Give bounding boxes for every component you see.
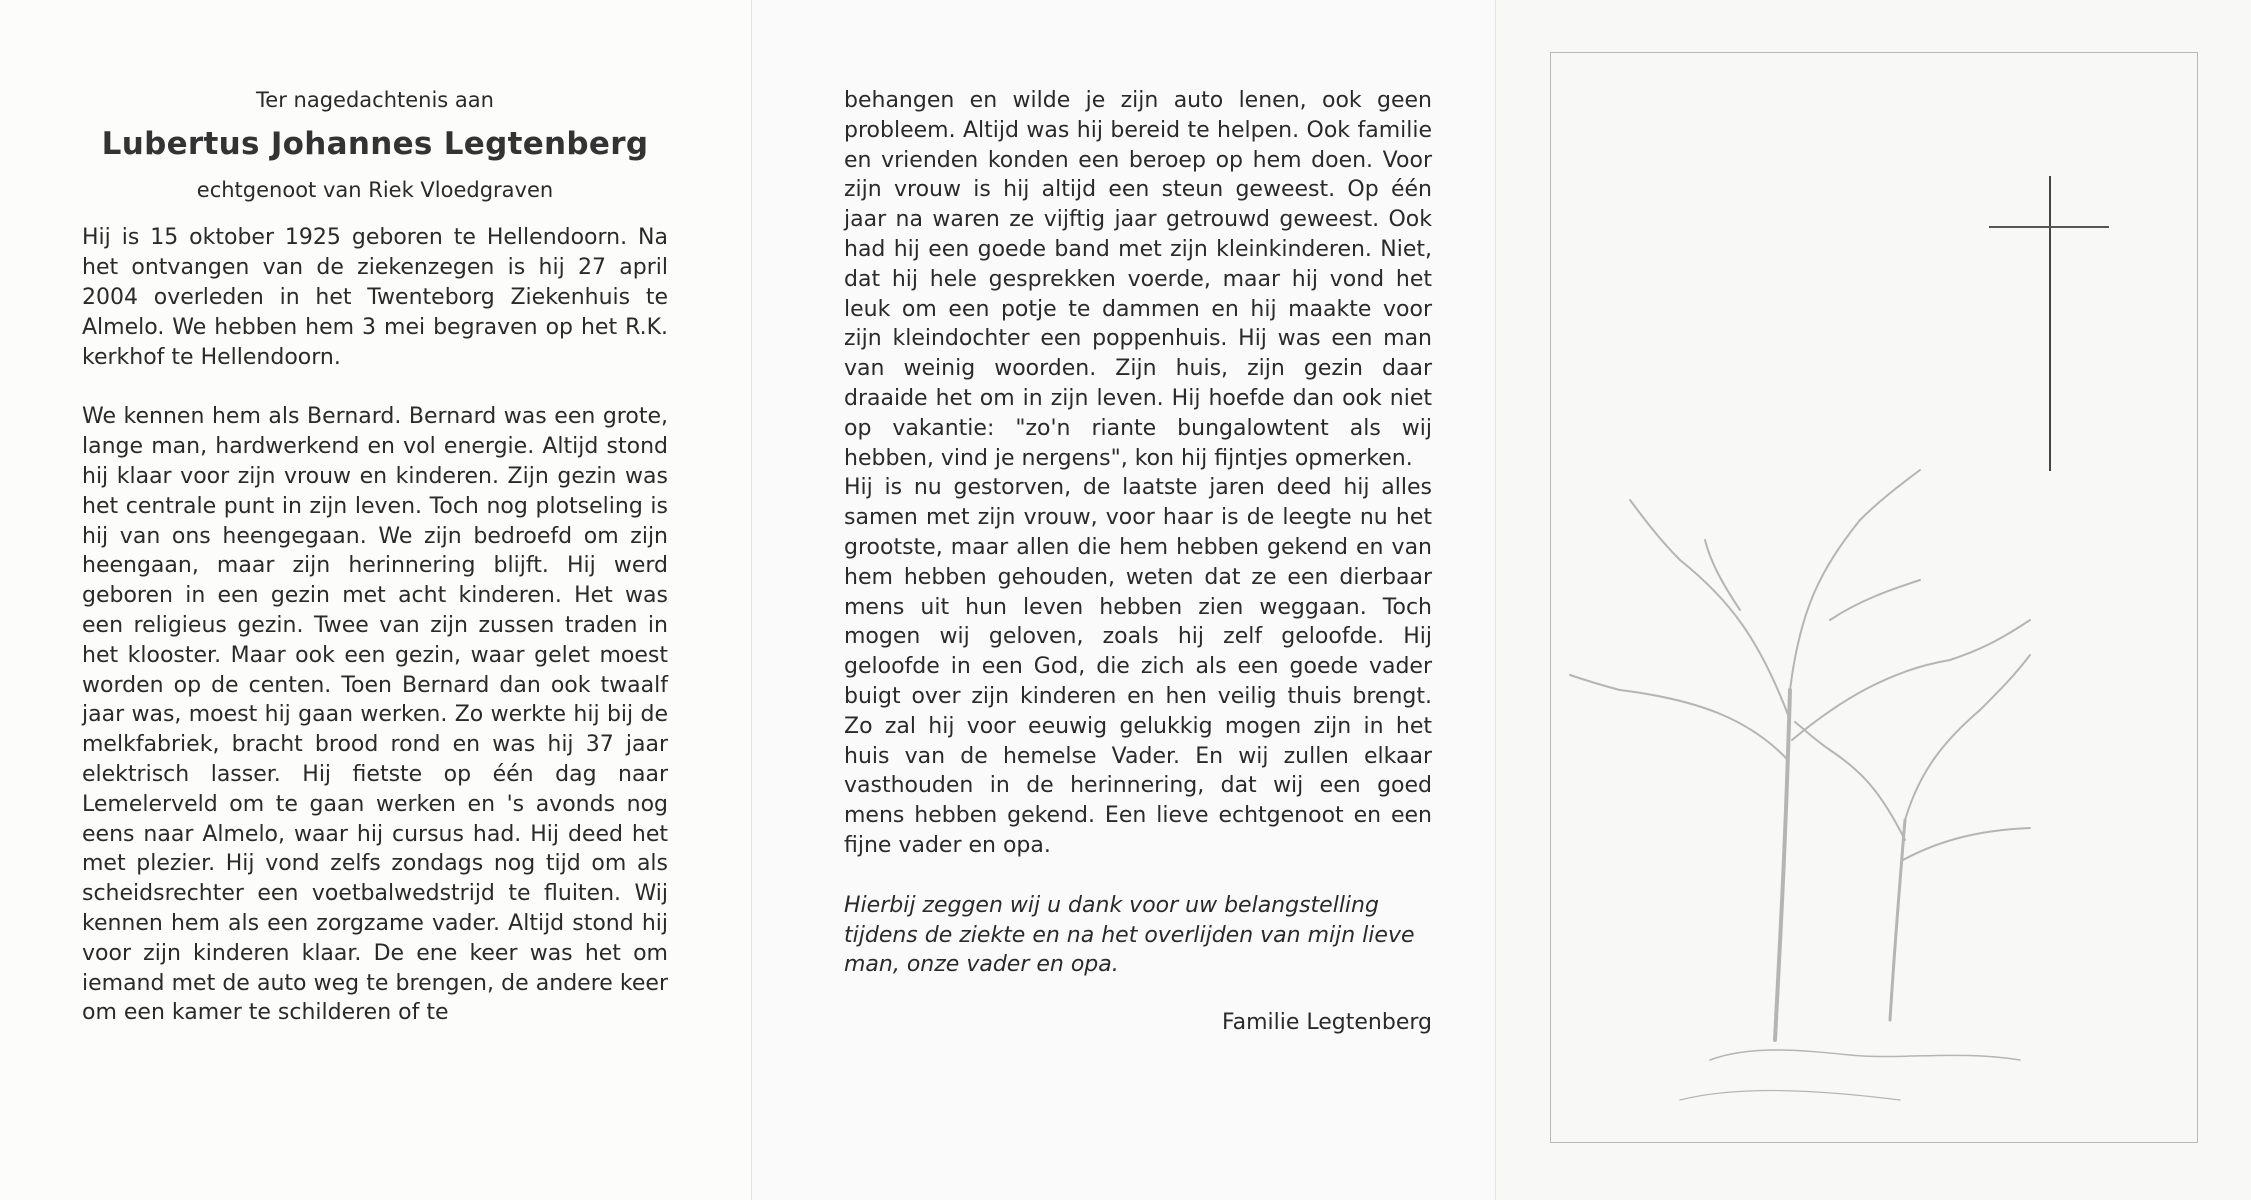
cross-icon-crossbar: [1989, 226, 2109, 228]
middle-text-column: [844, 86, 1432, 1038]
middle-panel: [752, 0, 1496, 1200]
biography-paragraph-4: Hij is nu gestorven, de laatste jaren deed hij alles samen met zijn vrouw, voor haar is de leegte nu het grootste, maar allen die hem hebben gekend en van hem hebben gehouden, weten dat ze een dierbaar mens uit hun leven hebben zien weggaan. Toch mogen wij geloven, zoals hij zelf geloofde. Hij geloofde in een God, die zich als een goede vader buigt over zijn kinderen en hen veilig thuis brengt. Zo zal hij voor eeuwig gelukkig mogen zijn in het huis van de hemelse Vader. En wij zullen elkaar vasthouden in de herinnering, dat wij een goed mens hebben gekend. Een lieve echtgenoot en een fijne vader en opa.: [844, 475, 1432, 858]
thanks-message: Hierbij zeggen wij u dank voor uw belangstelling tijdens de ziekte en na het overlijden van mijn lieve man, onze vader en opa.: [844, 892, 1415, 978]
biography-paragraph-3: behangen en wilde je zijn auto lenen, ook geen probleem. Altijd was hij bereid te helpen. Ook familie en vrienden konden een beroep op hem doen. Voor zijn vrouw is hij altijd een steun geweest. Op één jaar na waren ze vijftig jaar getrouwd geweest. Ook had hij een goede band met zijn kleinkinderen. Niet, dat hij hele gesprekken voerde, maar hij vond het leuk om een potje te dammen en hij maakte voor zijn kleindochter een poppenhuis. Hij was een man van weinig woorden. Zijn huis, zijn gezin daar draaide het om in zijn leven. Hij hoefde dan ook niet op vakantie: "zo'n riante bungalowtent als wij hebben, vind je nergens", kon hij fijntjes opmerken.: [844, 88, 1432, 471]
left-panel: [0, 0, 752, 1200]
spouse-line: echtgenoot van Riek Vloedgraven: [196, 177, 554, 202]
tree-sketch-icon: [1560, 460, 2080, 1140]
deceased-name: Lubertus Johannes Legtenberg: [101, 125, 649, 162]
intro-line: Ter nagedachtenis aan: [256, 88, 494, 112]
left-text-column: [82, 86, 668, 1028]
biography-paragraph-1: Hij is 15 oktober 1925 geboren te Hellendoorn. Na het ontvangen van de ziekenzegen is hij 27 april 2004 overleden in het Twenteborg Ziekenhuis te Almelo. We hebben hem 3 mei begraven op het R.K. kerkhof te Hellendoorn.: [82, 225, 668, 370]
biography-paragraph-2: We kennen hem als Bernard. Bernard was een grote, lange man, hardwerkend en vol energie. Altijd stond hij klaar voor zijn vrouw en kinderen. Zijn gezin was het centrale punt in zijn leven. Toch nog plotseling is hij van ons heengegaan. We zijn bedroefd om zijn heengaan, maar zijn herinnering blijft. Hij werd geboren in een gezin met acht kinderen. Het was een religieus gezin. Twee van zijn zussen traden in het klooster. Maar ook een gezin, waar gelet moest worden op de centen. Toen Bernard dan ook twaalf jaar was, moest hij gaan werken. Zo werkte hij bij de melkfabriek, bracht brood rond en was hij 37 jaar elektrisch lasser. Hij fietste op één dag naar Lemelerveld om te gaan werken en 's avonds nog eens naar Almelo, waar hij cursus had. Hij deed het met plezier. Hij vond zelfs zondags nog tijd om als scheidsrechter een voetbalwedstrijd te fluiten. Wij kennen hem als een zorgzame vader. Altijd stond hij voor zijn kinderen klaar. De ene keer was het om iemand met de auto weg te brengen, de andere keer om een kamer te schilderen of te: [82, 404, 668, 1026]
cross-icon: [2049, 176, 2051, 471]
family-signature: Familie Legtenberg: [1221, 1010, 1432, 1036]
